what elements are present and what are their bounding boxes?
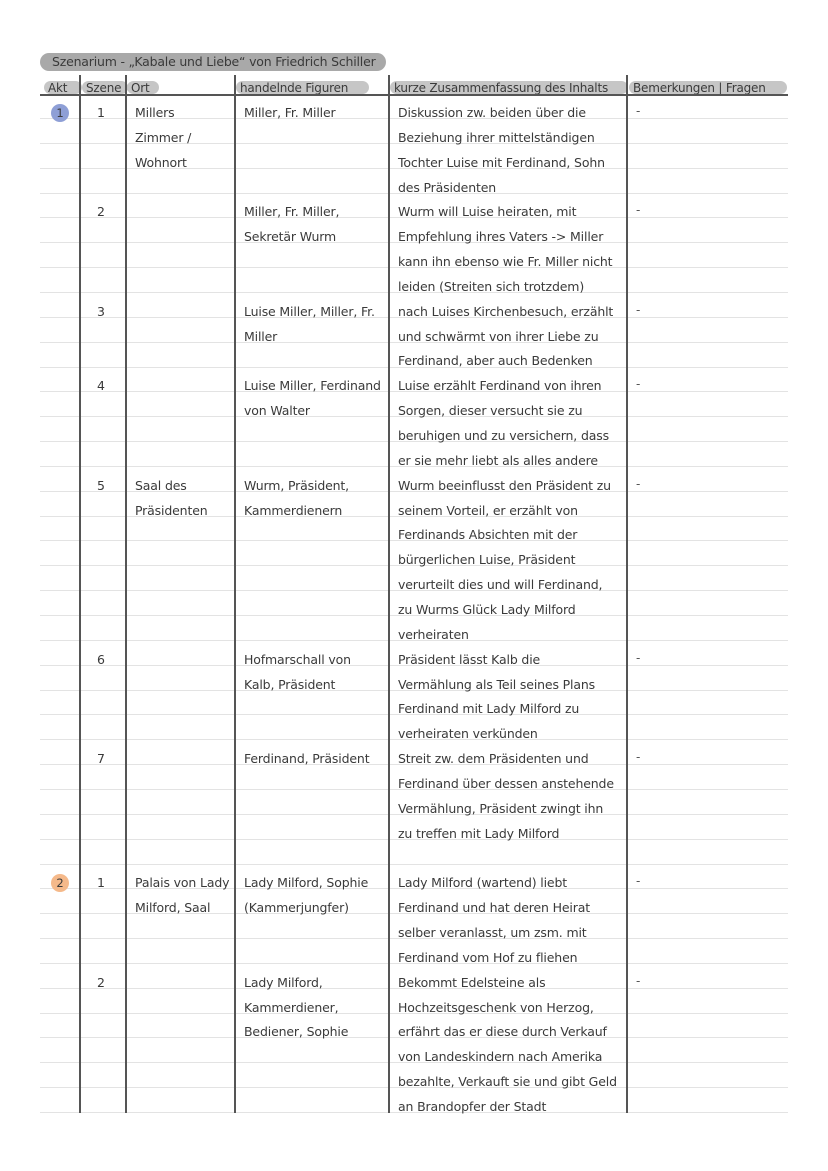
inhalt-cell-line: erfährt das er diese durch Verkauf <box>398 1024 607 1040</box>
inhalt-cell-line: Ferdinand mit Lady Milford zu <box>398 701 580 717</box>
bemerkung-cell: - <box>636 377 641 392</box>
inhalt-cell-line: Ferdinands Absichten mit der <box>398 527 578 543</box>
figuren-cell <box>244 871 368 921</box>
inhalt-cell <box>398 871 590 970</box>
ruled-line <box>40 864 788 865</box>
szene-number: 2 <box>97 204 105 220</box>
figuren-cell-line: Ferdinand, Präsident <box>244 751 370 767</box>
page-title: Szenarium - „Kabale und Liebe“ von Friedrich Schiller <box>40 53 386 71</box>
bemerkung-cell: - <box>636 302 641 317</box>
figuren-cell-line: Kalb, Präsident <box>244 676 336 692</box>
inhalt-cell-line: bürgerlichen Luise, Präsident <box>398 552 576 568</box>
header-szene: Szene <box>82 81 128 94</box>
inhalt-cell-line: des Präsidenten <box>398 179 497 195</box>
akt-number-badge: 2 <box>51 874 69 892</box>
column-divider-ort <box>234 75 236 1113</box>
inhalt-cell-line: Ferdinand über dessen anstehende <box>398 775 614 791</box>
inhalt-cell-line: kann ihn ebenso wie Fr. Miller nicht <box>398 254 613 270</box>
inhalt-cell <box>398 648 595 747</box>
header-bemerkungen: Bemerkungen | Fragen <box>629 81 787 94</box>
inhalt-cell-line: zu Wurms Glück Lady Milford <box>398 601 576 617</box>
ort-cell-line: Palais von Lady <box>135 875 230 891</box>
inhalt-cell-line: Diskussion zw. beiden über die <box>398 105 586 120</box>
figuren-cell-line: Miller <box>244 328 278 344</box>
figuren-cell <box>244 300 375 350</box>
header-rule <box>40 94 788 96</box>
szene-number: 2 <box>97 974 105 990</box>
szene-number: 5 <box>97 477 105 493</box>
inhalt-cell <box>398 971 617 1120</box>
ort-cell-line: Millers <box>135 105 175 120</box>
inhalt-cell-line: leiden (Streiten sich trotzdem) <box>398 278 585 294</box>
figuren-cell <box>244 200 339 250</box>
column-divider-inhalt <box>626 75 628 1113</box>
figuren-cell-line: Sekretär Wurm <box>244 229 337 245</box>
header-inhalt: kurze Zusammenfassung des Inhalts <box>390 81 628 94</box>
figuren-cell-line: Wurm, Präsident, <box>244 477 350 493</box>
figuren-cell-line: Miller, Fr. Miller, <box>244 204 340 220</box>
inhalt-cell <box>398 200 612 299</box>
figuren-cell-line: Kammerdiener, <box>244 999 339 1015</box>
ort-cell <box>135 101 191 176</box>
inhalt-cell-line: beruhigen und zu versichern, dass <box>398 428 609 444</box>
figuren-cell <box>244 101 336 126</box>
szene-number: 1 <box>97 105 105 120</box>
inhalt-cell-line: Hochzeitsgeschenk von Herzog, <box>398 999 594 1015</box>
inhalt-cell-line: Streit zw. dem Präsidenten und <box>398 751 589 767</box>
figuren-cell-line: Kammerdienern <box>244 502 343 518</box>
ort-cell-line: Saal des <box>135 477 187 493</box>
szene-number: 3 <box>97 303 105 319</box>
inhalt-cell-line: Wurm beeinflusst den Präsident zu <box>398 477 611 493</box>
header-ort: Ort <box>127 81 159 94</box>
figuren-cell-line: Lady Milford, <box>244 974 323 990</box>
ort-cell <box>135 871 229 921</box>
inhalt-cell-line: verheiraten verkünden <box>398 726 538 742</box>
inhalt-cell-line: bezahlte, Verkauft sie und gibt Geld <box>398 1074 617 1090</box>
inhalt-cell-line: Vermählung als Teil seines Plans <box>398 676 595 692</box>
inhalt-cell-line: Lady Milford (wartend) liebt <box>398 875 568 891</box>
inhalt-cell-line: und schwärmt von ihrer Liebe zu <box>398 328 599 344</box>
szene-number: 1 <box>97 875 105 891</box>
figuren-cell-line: von Walter <box>244 403 310 419</box>
inhalt-cell <box>398 374 609 473</box>
figuren-cell <box>244 374 381 424</box>
bemerkung-cell: - <box>636 203 641 218</box>
bemerkung-cell: - <box>636 874 641 889</box>
column-divider-szene <box>125 75 127 1113</box>
column-divider-figuren <box>388 75 390 1113</box>
szene-number: 7 <box>97 751 105 767</box>
inhalt-cell-line: Ferdinand und hat deren Heirat <box>398 900 590 916</box>
ort-cell-line: Präsidenten <box>135 502 208 518</box>
bemerkung-cell: - <box>636 650 641 665</box>
figuren-cell-line: Luise Miller, Ferdinand <box>244 378 381 394</box>
inhalt-cell-line: an Brandopfer der Stadt <box>398 1098 547 1114</box>
figuren-cell-line: Miller, Fr. Miller <box>244 105 336 120</box>
inhalt-cell-line: Ferdinand, aber auch Bedenken <box>398 353 593 369</box>
figuren-cell <box>244 971 348 1046</box>
szene-number: 4 <box>97 378 105 394</box>
inhalt-cell-line: seinem Vorteil, er erzählt von <box>398 502 578 518</box>
ort-cell-line: Milford, Saal <box>135 900 211 916</box>
inhalt-cell-line: Sorgen, dieser versucht sie zu <box>398 403 583 419</box>
inhalt-cell-line: zu treffen mit Lady Milford <box>398 825 560 841</box>
inhalt-cell-line: Wurm will Luise heiraten, mit <box>398 204 577 220</box>
inhalt-cell-line: Luise erzählt Ferdinand von ihren <box>398 378 602 394</box>
figuren-cell-line: Lady Milford, Sophie <box>244 875 369 891</box>
figuren-cell <box>244 474 349 524</box>
bemerkung-cell: - <box>636 973 641 988</box>
inhalt-cell-line: Präsident lässt Kalb die <box>398 651 541 667</box>
column-divider-akt <box>79 75 81 1113</box>
bemerkung-cell: - <box>636 476 641 491</box>
szene-number: 6 <box>97 651 105 667</box>
inhalt-cell-line: verheiraten <box>398 626 469 642</box>
header-figuren: handelnde Figuren <box>236 81 369 94</box>
inhalt-cell <box>398 300 613 375</box>
inhalt-cell <box>398 474 611 648</box>
ort-cell-line: Zimmer / <box>135 129 192 145</box>
inhalt-cell <box>398 101 605 200</box>
inhalt-cell-line: Empfehlung ihres Vaters -> Miller <box>398 229 604 245</box>
inhalt-cell-line: Bekommt Edelsteine als <box>398 974 546 990</box>
figuren-cell <box>244 648 351 698</box>
bemerkung-cell: - <box>636 750 641 765</box>
inhalt-cell-line: nach Luises Kirchenbesuch, erzählt <box>398 303 614 319</box>
header-akt: Akt <box>44 81 82 94</box>
ort-cell-line: Wohnort <box>135 154 187 170</box>
inhalt-cell-line: von Landeskindern nach Amerika <box>398 1049 603 1065</box>
figuren-cell-line: Hofmarschall von <box>244 651 351 667</box>
inhalt-cell-line: verurteilt dies und will Ferdinand, <box>398 577 603 593</box>
inhalt-cell-line: Beziehung ihrer mittelständigen <box>398 129 595 145</box>
bemerkung-cell: - <box>636 104 641 118</box>
inhalt-cell-line: er sie mehr liebt als alles andere <box>398 452 598 468</box>
figuren-cell <box>244 747 369 772</box>
akt-number-badge: 1 <box>51 104 69 122</box>
ort-cell <box>135 474 208 524</box>
inhalt-cell-line: Ferdinand vom Hof zu fliehen <box>398 949 578 965</box>
figuren-cell-line: Bediener, Sophie <box>244 1024 349 1040</box>
figuren-cell-line: Luise Miller, Miller, Fr. <box>244 303 375 319</box>
inhalt-cell-line: Tochter Luise mit Ferdinand, Sohn <box>398 154 605 170</box>
inhalt-cell-line: selber veranlasst, um zsm. mit <box>398 925 587 941</box>
figuren-cell-line: (Kammerjungfer) <box>244 900 349 916</box>
inhalt-cell <box>398 747 614 846</box>
inhalt-cell-line: Vermählung, Präsident zwingt ihn <box>398 800 604 816</box>
